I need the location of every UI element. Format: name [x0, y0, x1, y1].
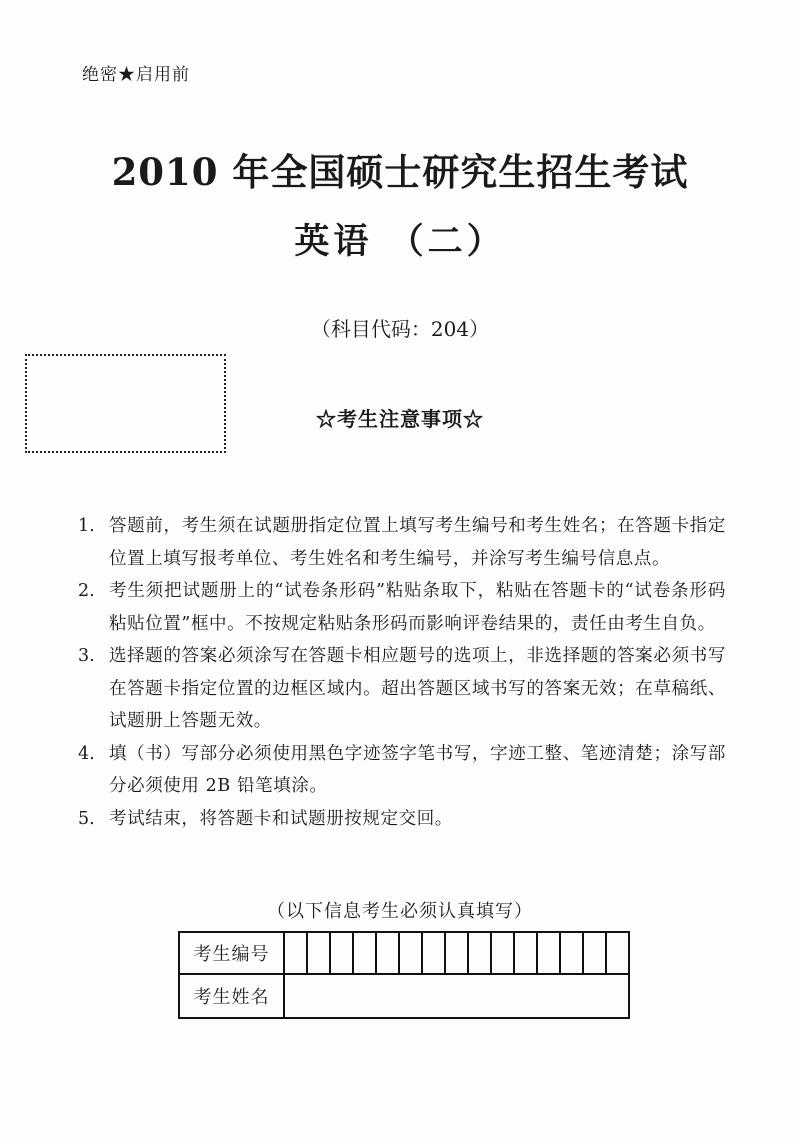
- notice-item: [78, 803, 726, 836]
- candidate-info-table: [178, 931, 630, 1019]
- notice-item-text: 选择题的答案必须涂写在答题卡相应题号的选项上，非选择题的答案必须书写在答题卡指定位置的边框区域内。超出答题区域书写的答案无效；在草稿纸、试题册上答题无效。: [109, 646, 726, 731]
- notice-item-text: 答题前，考生须在试题册指定位置上填写考生编号和考生姓名；在答题卡指定位置上填写报考单位、考生姓名和考生编号，并涂写考生编号信息点。: [109, 516, 726, 569]
- notice-list: [78, 510, 726, 835]
- notice-item: [78, 575, 726, 640]
- notice-item: [78, 640, 726, 738]
- exam-subtitle: 英语 （二）: [294, 221, 506, 262]
- candidate-number-label: 考生编号: [179, 932, 284, 974]
- candidate-number-digit-box[interactable]: [537, 932, 560, 974]
- candidate-name-row: [179, 974, 629, 1018]
- candidate-number-digit-box[interactable]: [353, 932, 376, 974]
- candidate-info-heading: （以下信息考生必须认真填写）: [267, 901, 533, 922]
- candidate-number-digit-box[interactable]: [560, 932, 583, 974]
- notice-item-number: 1.: [78, 516, 95, 536]
- candidate-number-digit-box[interactable]: [376, 932, 399, 974]
- candidate-number-row: [179, 932, 629, 974]
- notice-item-text: 填（书）写部分必须使用黑色字迹签字笔书写，字迹工整、笔迹清楚；涂写部分必须使用 2B 铅笔填涂。: [109, 743, 726, 796]
- notice-item-number: 5.: [78, 808, 95, 829]
- candidate-name-field[interactable]: [284, 974, 629, 1018]
- notice-item-number: 2.: [78, 581, 95, 601]
- notice-item-number: 4.: [78, 743, 95, 764]
- notice-item-text: 考试结束，将答题卡和试题册按规定交回。: [109, 808, 453, 829]
- notice-heading: ☆考生注意事项☆: [316, 407, 484, 431]
- candidate-number-digit-box[interactable]: [514, 932, 537, 974]
- notice-item: [78, 510, 726, 575]
- candidate-number-digit-box[interactable]: [583, 932, 606, 974]
- subject-code: （科目代码：204）: [310, 317, 490, 341]
- candidate-number-digit-box[interactable]: [284, 932, 307, 974]
- candidate-number-digit-box[interactable]: [491, 932, 514, 974]
- notice-item-text: 考生须把试题册上的“试卷条形码”粘贴条取下，粘贴在答题卡的“试卷条形码粘贴位置”框中。不按规定粘贴条形码而影响评卷结果的，责任由考生自负。: [109, 581, 726, 634]
- candidate-number-digit-box[interactable]: [422, 932, 445, 974]
- exam-title: 2010 年全国硕士研究生招生考试: [111, 150, 689, 194]
- candidate-number-digit-box[interactable]: [330, 932, 353, 974]
- candidate-name-label: 考生姓名: [179, 974, 284, 1018]
- candidate-number-digit-box[interactable]: [445, 932, 468, 974]
- candidate-number-digit-box[interactable]: [468, 932, 491, 974]
- notice-item: [78, 738, 726, 803]
- candidate-number-digit-box[interactable]: [606, 932, 629, 974]
- candidate-number-digit-box[interactable]: [307, 932, 330, 974]
- secret-mark: 绝密★启用前: [82, 65, 190, 85]
- notice-item-number: 3.: [78, 646, 95, 666]
- candidate-number-digit-box[interactable]: [399, 932, 422, 974]
